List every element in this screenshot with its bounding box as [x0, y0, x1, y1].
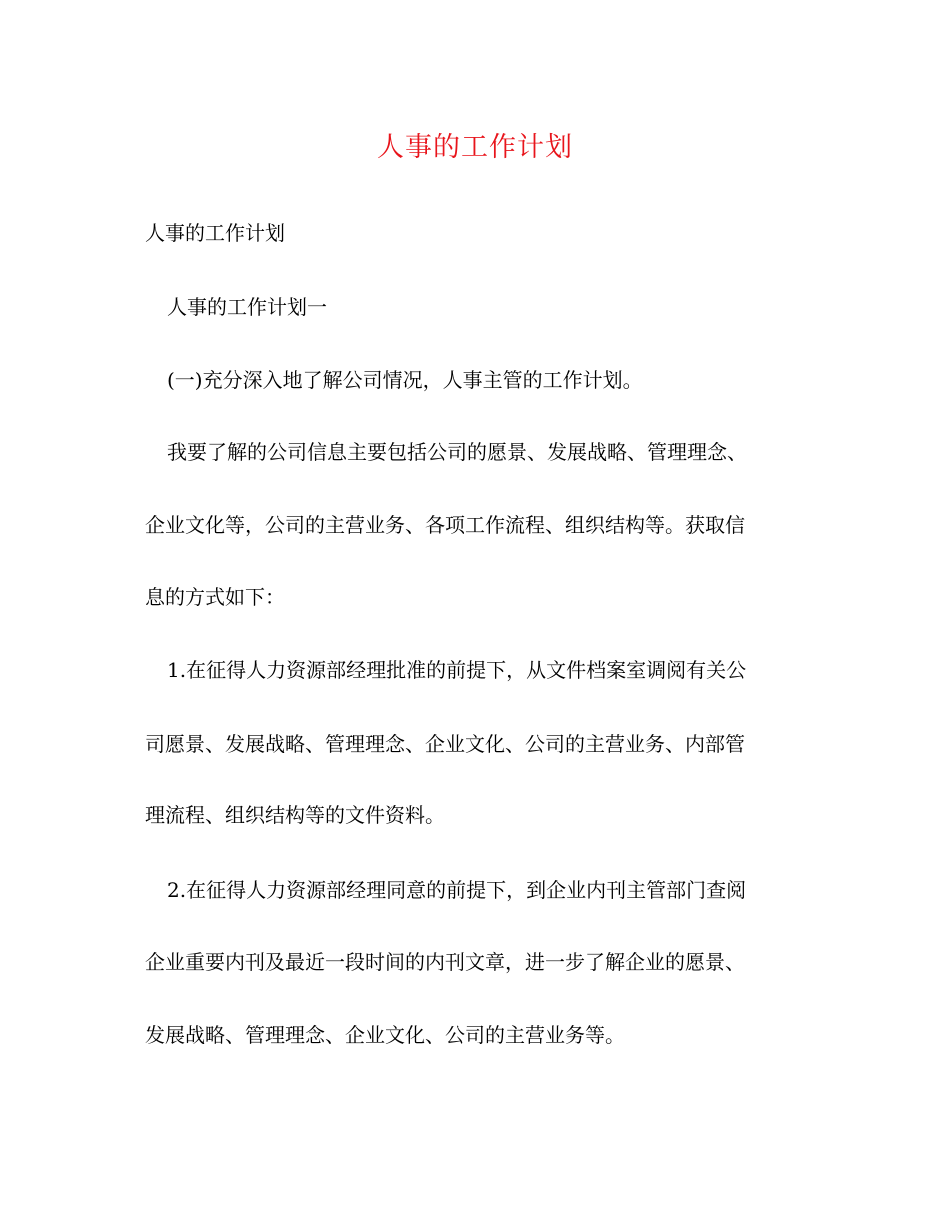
paragraph-line: 司愿景、发展战略、管理理念、企业文化、公司的主营业务、内部管 [145, 732, 745, 756]
document-title: 人事的工作计划 [377, 132, 573, 163]
paragraph-line: 理流程、组织结构等的文件资料。 [145, 803, 445, 827]
paragraph-line: 我要了解的公司信息主要包括公司的愿景、发展战略、管理理念、 [167, 440, 747, 464]
section-heading: 人事的工作计划 [145, 221, 285, 245]
paragraph-line: 发展战略、管理理念、企业文化、公司的主营业务等。 [145, 1023, 625, 1047]
paragraph-line: 息的方式如下： [145, 585, 285, 609]
paragraph-line: 2.在征得人力资源部经理同意的前提下，到企业内刊主管部门查阅 [167, 878, 747, 902]
subsection-heading: 人事的工作计划一 [167, 295, 327, 319]
paragraph-line: 1.在征得人力资源部经理批准的前提下，从文件档案室调阅有关公 [167, 658, 747, 682]
paragraph-line: 企业重要内刊及最近一段时间的内刊文章，进一步了解企业的愿景、 [145, 950, 745, 974]
paragraph-line: 企业文化等，公司的主营业务、各项工作流程、组织结构等。获取信 [145, 513, 745, 537]
item-heading: (一)充分深入地了解公司情况，人事主管的工作计划。 [167, 368, 643, 392]
